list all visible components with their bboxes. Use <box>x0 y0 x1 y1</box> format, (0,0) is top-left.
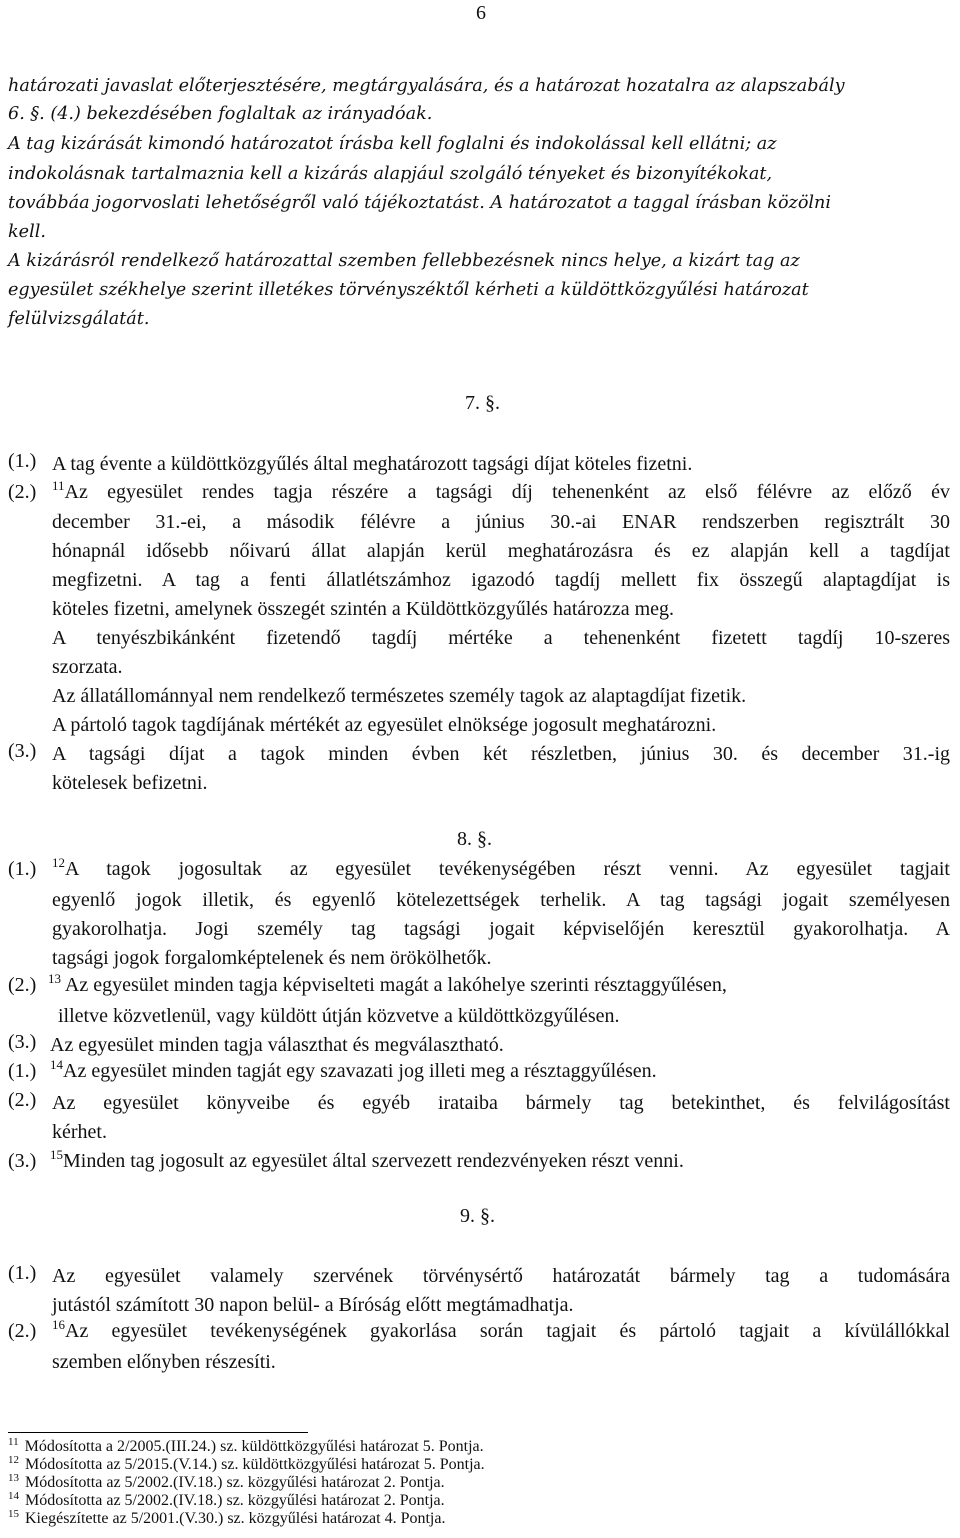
paragraph-line: szorzata. <box>52 656 123 678</box>
paragraph: $^{14}$Az egyesület minden tagját egy szavazati jog illeti meg a résztaggyűlésen. <box>50 1057 657 1082</box>
footnote: $^{14}$ Módosította az 5/2002.(IV.18.) sz. közgyűlési határozat 2. Pontja. <box>8 1490 445 1509</box>
para-number: (2.) <box>8 1089 37 1111</box>
paragraph: $^{15}$Minden tag jogosult az egyesület által szervezett rendezvényeken részt venni. <box>50 1147 684 1172</box>
paragraph-line: kötelesek befizetni. <box>52 772 208 794</box>
footnote: $^{13}$ Módosította az 5/2002.(IV.18.) sz. közgyűlési határozat 2. Pontja. <box>8 1472 445 1491</box>
paragraph-line: Az állatállománnyal nem rendelkező természetes személy tagok az alaptagdíjat fizetik. <box>52 685 747 707</box>
para-number: (3.) <box>8 1031 37 1053</box>
footnote-ref: 14 <box>50 1057 63 1072</box>
paragraph: $^{13}$ Az egyesület minden tagja képviselteti magát a lakóhelye szerinti résztaggyűlésen, <box>48 971 727 996</box>
footnote-ref: 16 <box>52 1317 65 1332</box>
page-number: 6 <box>476 2 486 24</box>
para-number: (2.) <box>8 481 37 503</box>
footnote-separator <box>8 1432 308 1433</box>
paragraph: $^{12}$A tagok jogosultak az egyesület tevékenységében részt venni. Az egyesület tagjait <box>52 855 950 880</box>
para-number: (1.) <box>8 1262 37 1284</box>
paragraph-line: A tenyészbikánként fizetendő tagdíj mértéke a tehenenként fizetett tagdíj 10-szeres <box>52 627 950 649</box>
para-number: (1.) <box>8 858 37 880</box>
section-heading-8: 8. §. <box>457 828 492 850</box>
intro-line: kell. <box>8 222 46 242</box>
intro-line: A tag kizárását kimondó határozatot írásba kell foglalni és indokolással kell ellátni; az <box>8 134 777 154</box>
para-number: (3.) <box>8 1150 37 1172</box>
paragraph-line: megfizetni. A tag a fenti állatlétszámhoz igazodó tagdíj mellett fix összegű alaptagdíjat is <box>52 569 950 591</box>
intro-line: határozati javaslat előterjesztésére, megtárgyalására, és a határozat hozatalra az alapszabály <box>8 76 845 96</box>
paragraph-line: egyenlő jogok illetik, és egyenlő kötelezettségek terhelik. A tag tagsági jogait személyesen <box>52 889 950 911</box>
intro-line: továbbáa jogorvoslati lehetőségről való tájékoztatást. A határozatot a taggal írásban közölni <box>8 193 831 213</box>
footnote-ref: 11 <box>52 478 65 493</box>
paragraph-line: szemben előnyben részesíti. <box>52 1351 276 1373</box>
footnote: $^{12}$ Módosította az 5/2015.(V.14.) sz. küldöttközgyűlési határozat 5. Pontja. <box>8 1454 485 1473</box>
para-number: (1.) <box>8 1060 37 1082</box>
paragraph: A tag évente a küldöttközgyűlés által meghatározott tagsági díjat köteles fizetni. <box>52 453 693 475</box>
paragraph-line: jutástól számított 30 napon belül- a Bíróság előtt megtámadhatja. <box>52 1294 574 1316</box>
intro-line: indokolásnak tartalmaznia kell a kizárás alapjául szolgáló tényeket és bizonyítékokat, <box>8 164 773 184</box>
paragraph-line: köteles fizetni, amelynek összegét szintén a Küldöttközgyűlés határozza meg. <box>52 598 675 620</box>
paragraph-line: tagsági jogok forgalomképtelenek és nem örökölhetők. <box>52 947 492 969</box>
para-number: (1.) <box>8 450 37 472</box>
paragraph-line: A tagsági díjat a tagok minden évben két részletben, június 30. és december 31.-ig <box>52 743 950 765</box>
para-number: (2.) <box>8 974 37 996</box>
footnote-ref: 12 <box>52 855 65 870</box>
footnote: $^{15}$ Kiegészítette az 5/2001.(V.30.) sz. közgyűlési határozat 4. Pontja. <box>8 1508 446 1527</box>
intro-line: egyesület székhelye szerint illetékes törvényszéktől kérheti a küldöttközgyűlési határozat <box>8 280 809 300</box>
intro-line: 6. §. (4.) bekezdésében foglaltak az irányadóak. <box>8 104 433 124</box>
paragraph: Az egyesület minden tagja választhat és megválasztható. <box>50 1034 504 1056</box>
paragraph-line: december 31.-ei, a második félévre a június 30.-ai ENAR rendszerben regisztrált 30 <box>52 511 950 533</box>
intro-line: felülvizsgálatát. <box>8 309 150 329</box>
paragraph-line: gyakorolhatja. Jogi személy tag tagsági jogait képviselőjén keresztül gyakorolhatja. A <box>52 918 950 940</box>
paragraph: $^{11}$Az egyesület rendes tagja részére a tagsági díj tehenenként az első félévre az előző év <box>52 478 950 503</box>
paragraph-line: A pártoló tagok tagdíjának mértékét az egyesület elnöksége jogosult meghatározni. <box>52 714 717 736</box>
section-heading-7: 7. §. <box>465 392 500 414</box>
footnote-ref: 13 <box>48 971 61 986</box>
paragraph-line: illetve közvetlenül, vagy küldött útján közvetve a küldöttközgyűlésen. <box>58 1005 620 1027</box>
footnote: $^{11}$ Módosította a 2/2005.(III.24.) sz. küldöttközgyűlési határozat 5. Pontja. <box>8 1436 484 1455</box>
paragraph-line: kérhet. <box>52 1121 107 1143</box>
intro-line: A kizárásról rendelkező határozattal szemben fellebbezésnek nincs helye, a kizárt tag az <box>8 251 800 271</box>
paragraph-line: hónapnál idősebb nőivarú állat alapján kerül meghatározásra és ez alapján kell a tagdíjat <box>52 540 950 562</box>
section-heading-9: 9. §. <box>460 1205 495 1227</box>
paragraph: $^{16}$Az egyesület tevékenységének gyakorlása során tagjait és pártoló tagjait a kívülállókkal <box>52 1317 950 1342</box>
para-number: (3.) <box>8 740 37 762</box>
paragraph-line: Az egyesület könyveibe és egyéb irataiba bármely tag betekinthet, és felvilágosítást <box>52 1092 950 1114</box>
para-number: (2.) <box>8 1320 37 1342</box>
footnote-ref: 15 <box>50 1147 63 1162</box>
paragraph-line: Az egyesület valamely szervének törvénysértő határozatát bármely tag a tudomására <box>52 1265 950 1287</box>
